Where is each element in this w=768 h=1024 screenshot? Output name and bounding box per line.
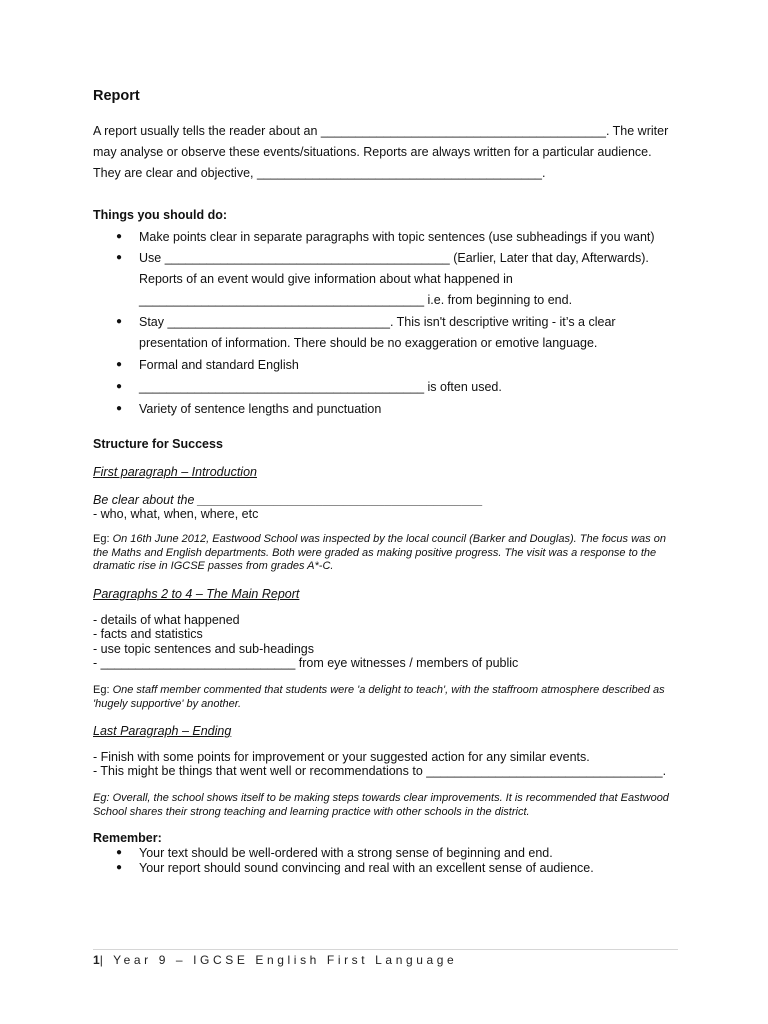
- list-item: - Finish with some points for improvement or your suggested action for any similar events.: [93, 750, 590, 764]
- first-paragraph-heading: First paragraph – Introduction: [93, 465, 257, 479]
- main-report-heading: Paragraphs 2 to 4 – The Main Report: [93, 587, 300, 601]
- remember-item-1: Your text should be well-ordered with a strong sense of beginning and end.: [139, 846, 553, 860]
- footer-text: | Year 9 – IGCSE English First Language: [99, 953, 458, 967]
- first-paragraph-line-2: - who, what, when, where, etc: [93, 507, 259, 521]
- footer-divider: [93, 949, 678, 950]
- do-item-3-cont: presentation of information. There should be no exaggeration or emotive language.: [139, 336, 598, 350]
- do-item-5: _________________________________________ is often used.: [139, 380, 502, 394]
- intro-line-1: A report usually tells the reader about an _________________________________________. The writer: [93, 124, 669, 138]
- first-paragraph-line-1: Be clear about the _________________________________________: [93, 493, 483, 507]
- list-item: - use topic sentences and sub-headings: [93, 641, 314, 656]
- page-number: 1: [93, 953, 100, 967]
- list-item: - facts and statistics: [93, 627, 203, 642]
- last-paragraph-heading: Last Paragraph – Ending: [93, 724, 232, 738]
- intro-line-3: They are clear and objective, _________________________________________.: [93, 166, 546, 180]
- main-report-list: [93, 613, 518, 670]
- bullet-icon: ●: [116, 252, 123, 263]
- example-intro-text: On 16th June 2012, Eastwood School was inspected by the local council (Barker and Douglas). The focus was on the Maths and English departments. Both were graded as making positive progress. The visit was a response to the dramatic rise in IGCSE passes from grades A*-C.: [93, 533, 666, 572]
- do-item-3: Stay ________________________________. This isn't descriptive writing - it’s a clear: [139, 315, 616, 329]
- list-item: - details of what happened: [93, 613, 240, 627]
- example-intro: [93, 533, 673, 574]
- list-item: - ____________________________ from eye witnesses / members of public: [93, 655, 519, 670]
- example-label: Eg:: [93, 533, 110, 545]
- do-item-1: Make points clear in separate paragraphs with topic sentences (use subheadings if you want): [139, 230, 655, 244]
- last-paragraph-list: [93, 750, 666, 779]
- remember-item-2: Your report should sound convincing and real with an excellent sense of audience.: [139, 861, 594, 875]
- structure-heading: Structure for Success: [93, 437, 223, 451]
- example-main-text: One staff member commented that students were 'a delight to teach', with the staffroom atmosphere described as 'hugely supportive' by another.: [93, 684, 665, 710]
- bullet-icon: ●: [116, 403, 123, 414]
- bullet-icon: ●: [116, 381, 123, 392]
- bullet-icon: ●: [116, 862, 123, 873]
- bullet-icon: ●: [116, 359, 123, 370]
- do-item-2-cont: Reports of an event would give information about what happened in: [139, 272, 513, 286]
- example-ending: Eg: Overall, the school shows itself to be making steps towards clear improvements. It is recommended that Eastwood School shares their strong teaching and learning practice with other schools in the district.: [93, 792, 669, 818]
- do-item-2-cont2: _________________________________________ i.e. from beginning to end.: [139, 293, 573, 307]
- list-item: - This might be things that went well or recommendations to __________________________________.: [93, 764, 667, 779]
- do-item-4: Formal and standard English: [139, 358, 299, 372]
- page-footer: [93, 953, 457, 967]
- example-main: [93, 684, 673, 711]
- do-item-6: Variety of sentence lengths and punctuation: [139, 402, 382, 416]
- page-title: Report: [93, 88, 140, 104]
- example-label: Eg:: [93, 684, 110, 696]
- bullet-icon: ●: [116, 847, 123, 858]
- do-item-2: Use _________________________________________ (Earlier, Later that day, Afterwards).: [139, 251, 649, 265]
- remember-heading: Remember:: [93, 831, 162, 845]
- bullet-icon: ●: [116, 231, 123, 242]
- bullet-icon: ●: [116, 316, 123, 327]
- intro-line-2: may analyse or observe these events/situations. Reports are always written for a particular audience.: [93, 145, 652, 159]
- things-heading: Things you should do:: [93, 208, 228, 222]
